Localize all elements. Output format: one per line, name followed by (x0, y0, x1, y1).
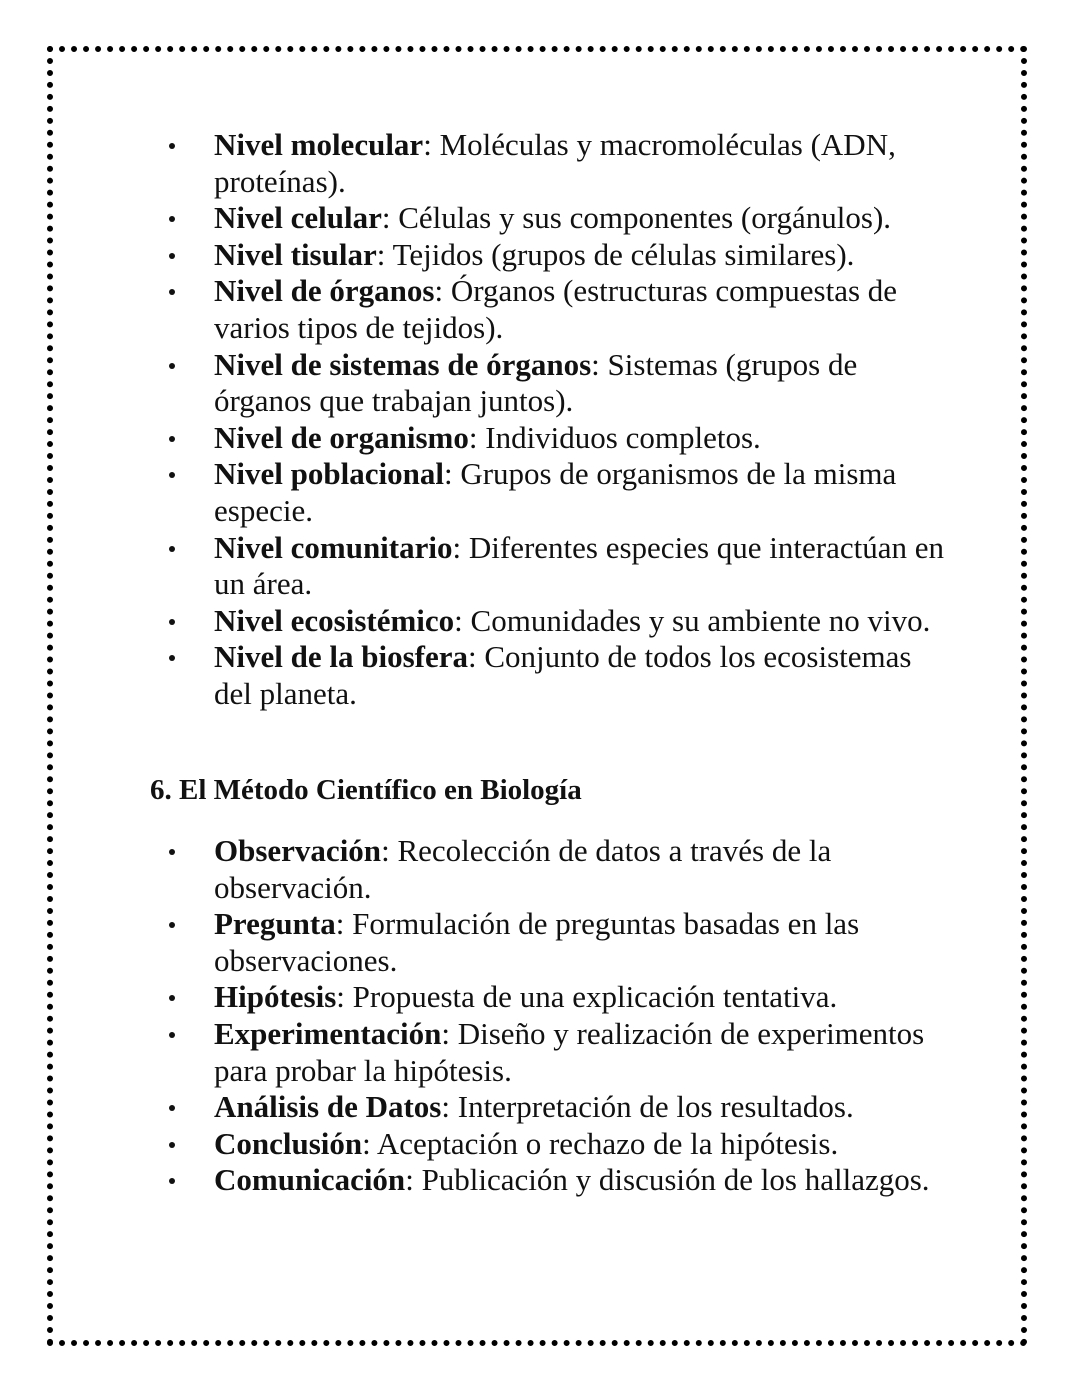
bullet-icon (169, 1105, 175, 1111)
list-item (166, 1089, 946, 1126)
item-term: Hipótesis (214, 979, 337, 1015)
list-item (166, 530, 946, 603)
item-description: Conjunto de todos los ecosistemas del planeta. (214, 639, 912, 711)
item-description: Diseño y realización de experimentos para probar la hipótesis. (214, 1015, 925, 1088)
list-item (166, 979, 946, 1016)
item-term: Observación (214, 833, 382, 868)
bullet-icon (169, 436, 175, 442)
bullet-icon (169, 619, 175, 625)
item-description: Propuesta de una explicación tentativa. (344, 979, 838, 1015)
item-description: Comunidades y su ambiente no vivo. (462, 602, 931, 638)
list-item (166, 603, 946, 640)
bullet-icon (169, 216, 175, 222)
bullet-icon (169, 655, 175, 661)
item-description: Grupos de organismos de la misma especie. (214, 456, 897, 528)
item-description: Moléculas y macromoléculas (ADN, proteínas). (214, 127, 896, 199)
item-description: Interpretación de los resultados. (450, 1089, 854, 1125)
item-term: Nivel de órganos (214, 273, 435, 309)
bullet-icon (169, 1178, 175, 1184)
item-term: Comunicación (214, 1162, 406, 1198)
item-separator: : (376, 236, 386, 272)
item-separator: : (454, 602, 463, 638)
levels-of-organization-list (166, 127, 946, 713)
item-term: Nivel poblacional (214, 456, 444, 492)
bullet-icon (169, 922, 175, 928)
item-description: Individuos completos. (477, 419, 761, 455)
item-separator: : (441, 1089, 450, 1125)
item-separator: : (381, 200, 391, 236)
bullet-icon (169, 849, 175, 855)
item-separator: : (362, 1125, 371, 1161)
item-term: Experimentación (214, 1015, 442, 1051)
scientific-method-list (166, 833, 946, 1199)
list-item (166, 456, 946, 529)
item-description: Recolección de datos a través de la observación. (214, 833, 832, 905)
item-separator: : (381, 833, 390, 868)
list-item (166, 237, 946, 274)
item-description: Aceptación o rechazo de la hipótesis. (370, 1125, 839, 1161)
item-description: Órganos (estructuras compuestas de varios tipos de tejidos). (214, 273, 898, 345)
item-term: Nivel celular (214, 200, 382, 236)
list-item (166, 906, 946, 979)
item-separator: : (434, 273, 444, 309)
bullet-icon (169, 363, 175, 369)
item-separator: : (468, 419, 478, 455)
bullet-icon (169, 289, 175, 295)
item-separator: : (336, 979, 345, 1015)
item-description: Sistemas (grupos de órganos que trabajan juntos). (214, 346, 858, 419)
item-term: Nivel de organismo (214, 419, 469, 455)
bullet-icon (169, 546, 175, 552)
list-item (166, 347, 946, 420)
item-separator: : (452, 529, 462, 565)
list-item (166, 639, 946, 712)
item-term: Nivel de sistemas de órganos (214, 346, 592, 382)
list-item (166, 1126, 946, 1163)
item-term: Nivel molecular (214, 127, 424, 162)
bullet-icon (169, 253, 175, 259)
item-description: Publicación y discusión de los hallazgos. (413, 1162, 930, 1198)
item-description: Tejidos (grupos de células similares). (385, 236, 855, 272)
item-term: Nivel tisular (214, 236, 377, 272)
bullet-icon (169, 472, 175, 478)
item-description: Diferentes especies que interactúan en un área. (214, 529, 944, 602)
list-item (166, 1162, 946, 1199)
bullet-icon (169, 1142, 175, 1148)
list-item (166, 127, 946, 200)
item-term: Pregunta (214, 906, 336, 942)
item-separator: : (443, 456, 453, 492)
item-term: Conclusión (214, 1125, 363, 1161)
bullet-icon (169, 1032, 175, 1038)
section-heading: 6. El Método Científico en Biología (150, 774, 582, 806)
list-item (166, 1016, 946, 1089)
item-term: Nivel ecosistémico (214, 602, 455, 638)
item-separator: : (591, 346, 600, 382)
item-separator: : (441, 1015, 450, 1051)
bullet-icon (169, 143, 175, 149)
item-separator: : (468, 639, 477, 675)
item-separator: : (405, 1162, 414, 1198)
item-description: Células y sus componentes (orgánulos). (390, 200, 892, 236)
item-description: Formulación de preguntas basadas en las observaciones. (214, 906, 860, 978)
item-term: Nivel de la biosfera (214, 639, 468, 675)
item-term: Análisis de Datos (214, 1089, 442, 1125)
list-item (166, 833, 946, 906)
bullet-icon (169, 995, 175, 1001)
list-item (166, 273, 946, 346)
list-item (166, 200, 946, 237)
list-item (166, 420, 946, 457)
item-separator: : (423, 127, 432, 162)
item-term: Nivel comunitario (214, 529, 453, 565)
item-separator: : (335, 906, 345, 942)
